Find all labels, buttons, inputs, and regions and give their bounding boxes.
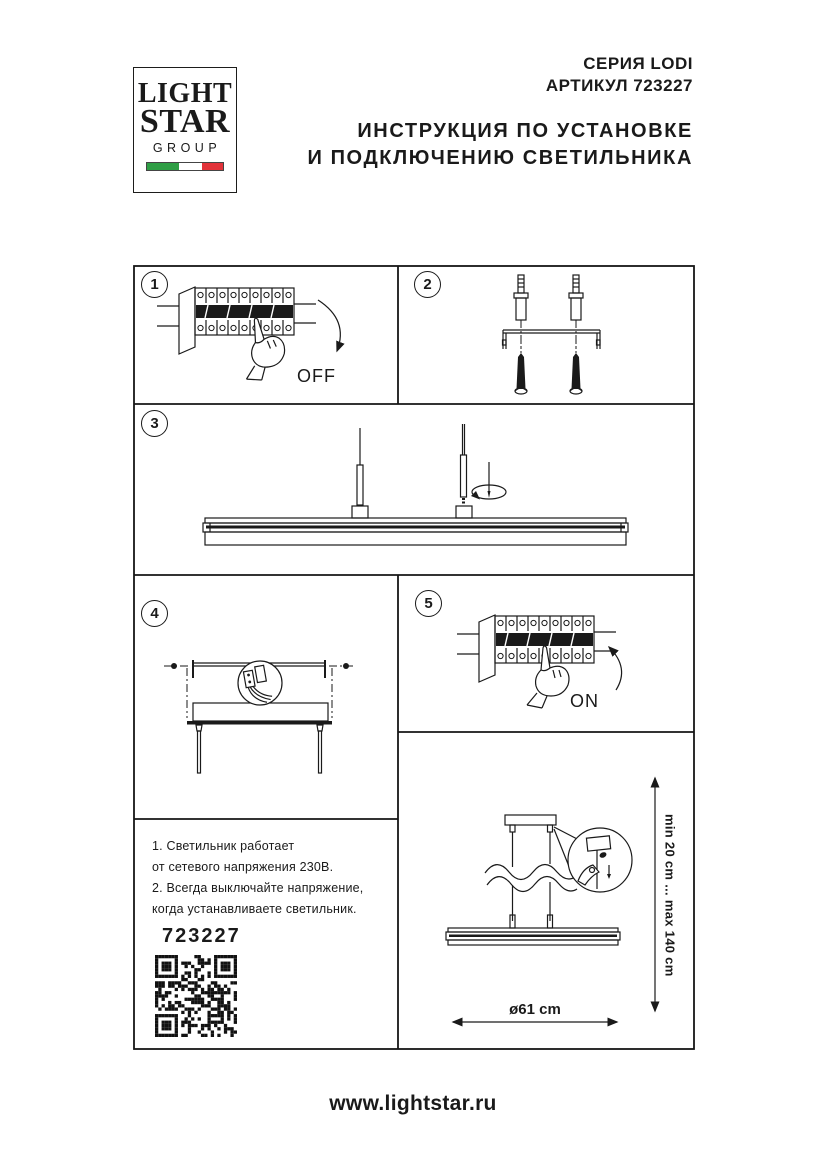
logo-word-group: GROUP bbox=[152, 141, 222, 155]
step-4-number: 4 bbox=[141, 600, 168, 627]
step-2-number: 2 bbox=[414, 271, 441, 298]
title-line-1: ИНСТРУКЦИЯ ПО УСТАНОВКЕ bbox=[357, 120, 693, 142]
safety-notes bbox=[152, 836, 363, 920]
off-arrow-icon bbox=[318, 300, 340, 351]
ceiling-mounting-icon bbox=[164, 660, 356, 773]
flag-white-band bbox=[179, 163, 203, 170]
note-line-4: когда устанавливаете светильник. bbox=[152, 902, 357, 916]
mounting-bracket-icon bbox=[503, 330, 601, 349]
step-5-number: 5 bbox=[415, 590, 442, 617]
cable-lock-detail-icon bbox=[568, 828, 632, 892]
article-number-header: АРТИКУЛ 723227 bbox=[545, 76, 693, 95]
light-bar-icon bbox=[203, 518, 628, 545]
pendant-dimensions-icon bbox=[446, 778, 655, 1022]
website-url: www.lightstar.ru bbox=[329, 1092, 497, 1115]
instruction-grid bbox=[133, 265, 695, 1050]
italian-flag-icon bbox=[146, 162, 224, 171]
step-3-number: 3 bbox=[141, 410, 168, 437]
note-line-1: 1. Светильник работает bbox=[152, 839, 295, 853]
title-line-2: И ПОДКЛЮЧЕНИЮ СВЕТИЛЬНИКА bbox=[307, 147, 693, 169]
on-label: ON bbox=[570, 691, 599, 711]
screw-rotation-icon bbox=[471, 462, 506, 500]
flag-red-band bbox=[202, 163, 223, 170]
terminal-block-detail-icon bbox=[238, 661, 282, 705]
pointing-hand-icon bbox=[527, 646, 569, 708]
article-number: 723227 bbox=[162, 925, 241, 947]
note-line-2: от сетевого напряжения 230В. bbox=[152, 860, 334, 874]
logo-word-light: LIGHT bbox=[137, 78, 233, 109]
step-1-number: 1 bbox=[141, 271, 168, 298]
off-label: OFF bbox=[297, 366, 336, 386]
logo-word-star: STAR bbox=[139, 103, 231, 140]
fixture-rods-icon bbox=[203, 424, 628, 545]
series-name: СЕРИЯ LODI bbox=[583, 54, 693, 73]
header-text bbox=[307, 53, 693, 172]
qr-code bbox=[155, 955, 237, 1037]
width-dimension-label: ø61 cm bbox=[509, 1001, 561, 1018]
lightstar-logo bbox=[133, 67, 237, 193]
mounting-hardware-icon bbox=[503, 275, 601, 394]
note-line-3: 2. Всегда выключайте напряжение, bbox=[152, 881, 364, 895]
pointing-hand-icon bbox=[238, 315, 288, 382]
on-arrow-icon bbox=[609, 647, 622, 690]
document-title bbox=[307, 118, 693, 172]
flag-green-band bbox=[147, 163, 179, 170]
height-dimension-label: min 20 cm ... max 140 cm bbox=[662, 813, 678, 977]
